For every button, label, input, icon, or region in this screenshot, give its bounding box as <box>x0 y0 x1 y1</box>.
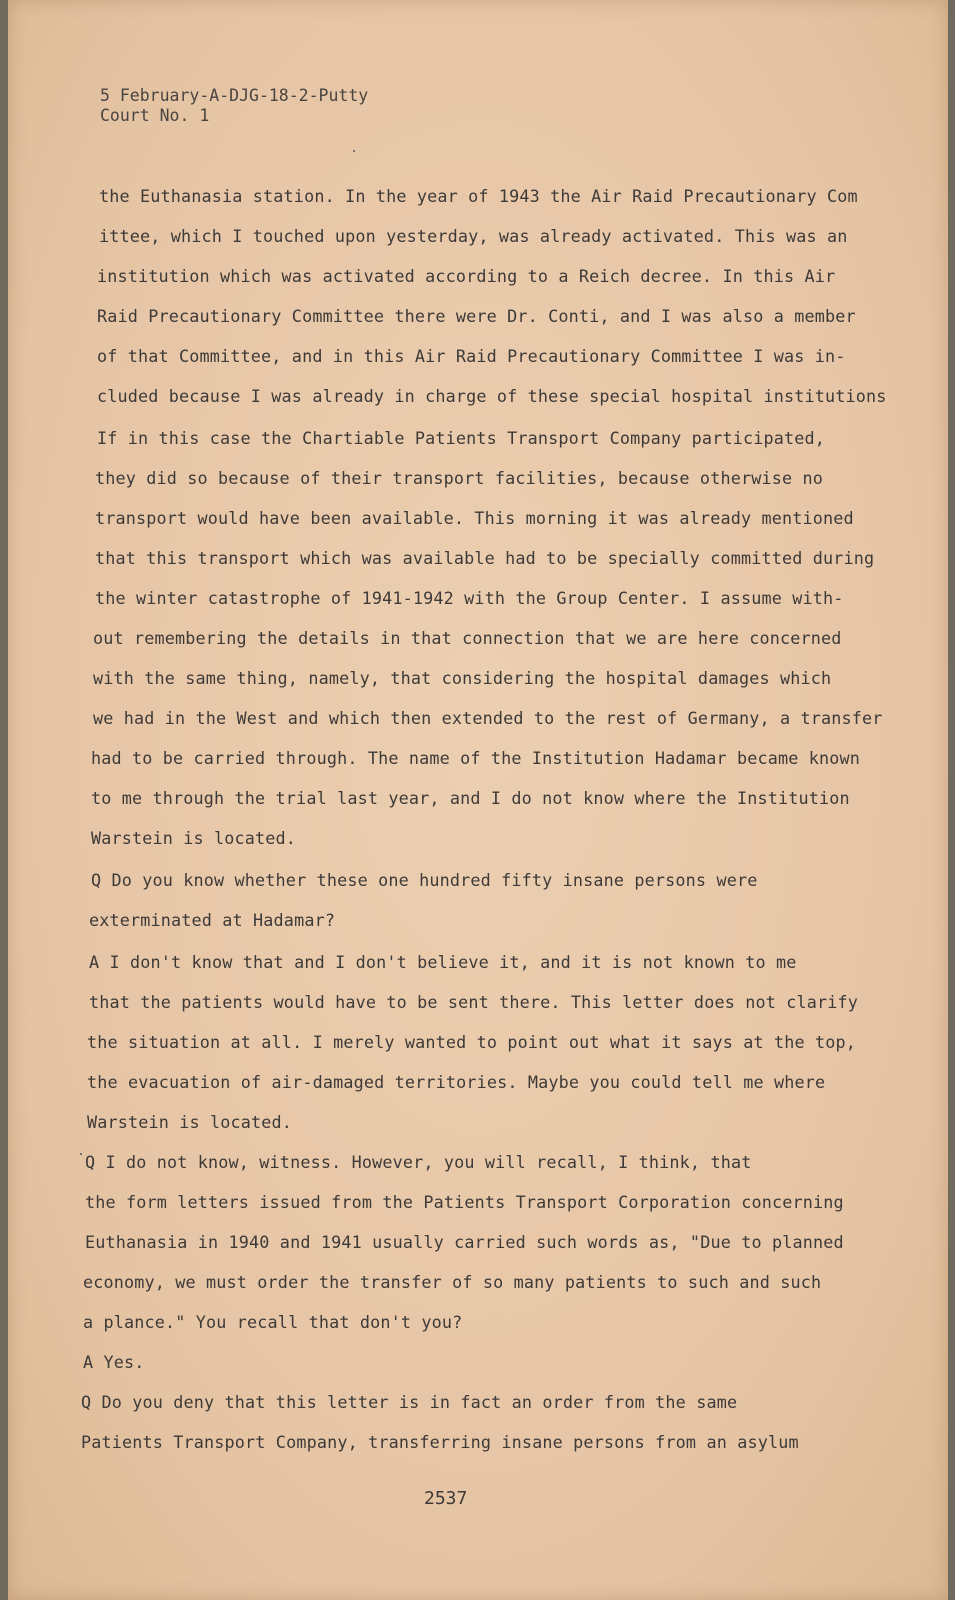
document-page <box>8 0 948 1600</box>
text-line: the Euthanasia station. In the year of 1943 the Air Raid Precautionary Com <box>99 186 858 206</box>
text-line: to me through the trial last year, and I do not know where the Institution <box>91 788 850 808</box>
text-line: exterminated at Hadamar? <box>89 910 336 930</box>
text-line: of that Committee, and in this Air Raid Precautionary Committee I was in- <box>97 346 846 366</box>
text-line: Q I do not know, witness. However, you will recall, I think, that <box>85 1152 752 1172</box>
text-line: institution which was activated according to a Reich decree. In this Air <box>97 266 836 286</box>
text-line: the situation at all. I merely wanted to point out what it says at the top, <box>87 1032 856 1052</box>
ink-speck <box>353 150 355 152</box>
text-line: out remembering the details in that connection that we are here concerned <box>93 628 842 648</box>
text-line: Patients Transport Company, transferring insane persons from an asylum <box>81 1432 799 1452</box>
text-line: they did so because of their transport facilities, because otherwise no <box>95 468 823 488</box>
text-line: that the patients would have to be sent there. This letter does not clarify <box>89 992 858 1012</box>
text-line: ittee, which I touched upon yesterday, was already activated. This was an <box>99 226 848 246</box>
document-header <box>100 86 368 126</box>
text-line: the winter catastrophe of 1941-1942 with the Group Center. I assume with- <box>95 588 844 608</box>
text-line: A I don't know that and I don't believe it, and it is not known to me <box>89 952 797 972</box>
text-line: that this transport which was available had to be specially committed during <box>95 548 875 568</box>
text-line: the form letters issued from the Patients Transport Corporation concerning <box>85 1192 844 1212</box>
text-line: A Yes. <box>83 1352 145 1372</box>
text-line: a plance." You recall that don't you? <box>83 1312 463 1332</box>
text-line: Warstein is located. <box>87 1112 293 1132</box>
page-number: 2537 <box>424 1488 468 1509</box>
text-line: transport would have been available. This morning it was already mentioned <box>95 508 854 528</box>
text-line: cluded because I was already in charge of these special hospital institutions <box>97 386 887 406</box>
text-line: economy, we must order the transfer of so many patients to such and such <box>83 1272 822 1292</box>
text-line: Warstein is located. <box>91 828 297 848</box>
text-line: had to be carried through. The name of the Institution Hadamar became known <box>91 748 860 768</box>
text-line: Q Do you know whether these one hundred fifty insane persons were <box>91 870 758 890</box>
text-line: Q Do you deny that this letter is in fact an order from the same <box>81 1392 738 1412</box>
text-line: Euthanasia in 1940 and 1941 usually carried such words as, "Due to planned <box>85 1232 844 1252</box>
reference-line: 5 February-A-DJG-18-2-Putty <box>100 86 369 105</box>
text-line: the evacuation of air-damaged territories. Maybe you could tell me where <box>87 1072 826 1092</box>
text-line: with the same thing, namely, that considering the hospital damages which <box>93 668 832 688</box>
court-line: Court No. 1 <box>100 106 210 125</box>
text-line: we had in the West and which then extended to the rest of Germany, a transfer <box>93 708 883 728</box>
text-line: If in this case the Chartiable Patients Transport Company participated, <box>97 428 825 448</box>
text-line: Raid Precautionary Committee there were Dr. Conti, and I was also a member <box>97 306 856 326</box>
ink-speck <box>80 1153 82 1155</box>
